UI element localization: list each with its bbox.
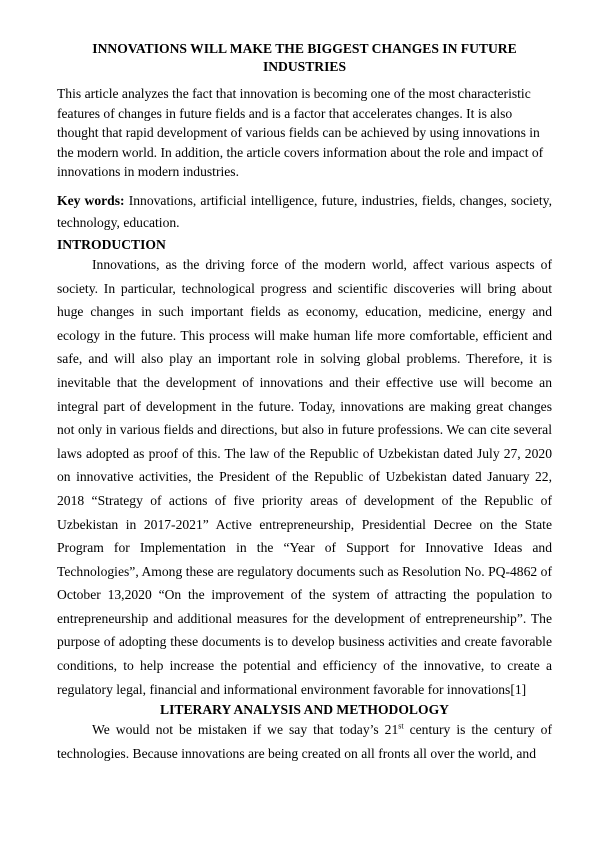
document-page [57,40,552,765]
keywords-paragraph [57,190,552,234]
literary-superscript: st [398,721,404,731]
literary-paragraph [57,718,552,765]
keywords-text: Innovations, artificial intelligence, future, industries, fields, changes, society, technology, education. [57,192,552,230]
abstract-paragraph: This article analyzes the fact that innovation is becoming one of the most characteristic features of changes in future fields and is a factor that accelerates changes. It is also thought that rapid development of various fields can be achieved by using innovations in the modern world. In addition, the article covers information about the role and impact of innovations in modern industries. [57,86,544,180]
literary-text-after: century is the century of technologies. Because innovations are being created on all fronts all over the world, and [57,722,553,761]
literary-heading: LITERARY ANALYSIS AND METHODOLOGY [160,702,449,718]
keywords-label: Key words: [57,192,125,208]
document-title: INNOVATIONS WILL MAKE THE BIGGEST CHANGES IN FUTURE INDUSTRIES [92,41,517,74]
introduction-heading: INTRODUCTION [57,236,166,252]
literary-text-before: We would not be mistaken if we say that today’s 21 [92,722,399,738]
introduction-paragraph: Innovations, as the driving force of the modern world, affect various aspects of society. In particular, technological progress and scientific discoveries will bring about huge changes in such important fields as economy, education, medicine, energy and ecology in the future. This process will make human life more comfortable, efficient and safe, and will also play an important role in solving global problems. Therefore, it is inevitable that the development of innovations and their effective use will become an integral part of development in the future. Today, innovations are making great changes not only in various fields and directions, but also in future professions. We can cite several laws adopted as proof of this. The law of the Republic of Uzbekistan dated July 27, 2020 on innovative activities, the President of the Republic of Uzbekistan dated January 22, 2018 “Strategy of actions of five priority areas of development of the Republic of Uzbekistan in 2017-2021” Active entrepreneurship, Presidential Decree on the State Program for Implementation in the “Year of Support for Innovative Ideas and Technologies”, Among these are regulatory documents such as Resolution No. PQ-4862 of October 13,2020 “On the improvement of the system of attracting the population to entrepreneurship and additional measures for the development of entrepreneurship”. The purpose of adopting these documents is to develop business activities and create favorable conditions, to help increase the potential and efficiency of the innovative, to create a regulatory legal, financial and informational environment favorable for innovations[1] [57,256,552,697]
